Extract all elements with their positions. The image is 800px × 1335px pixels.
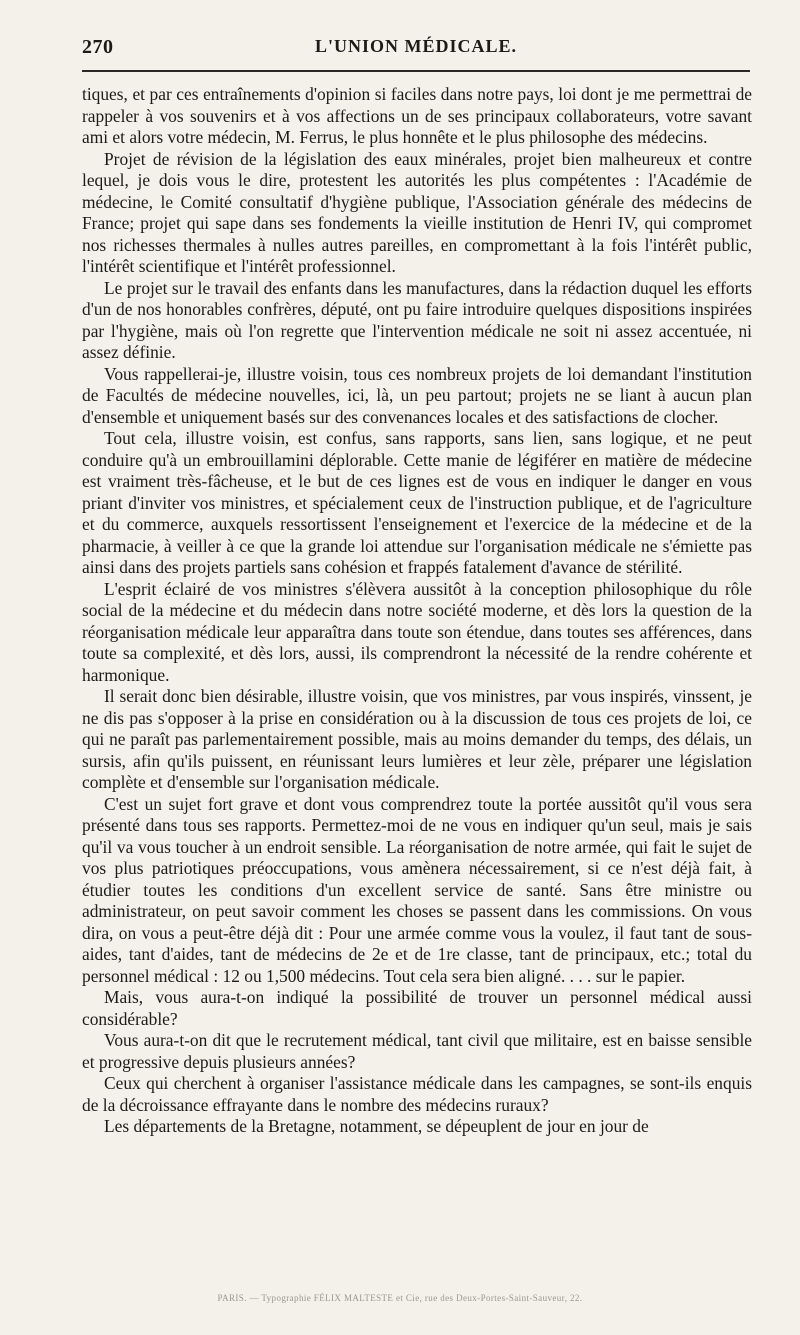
paragraph: Les départements de la Bretagne, notamment, se dépeuplent de jour en jour de xyxy=(104,1116,649,1136)
paragraph: C'est un sujet fort grave et dont vous comprendrez toute la portée aussitôt qu'il vous sera présenté dans tous ses rapports. Permettez-moi de ne vous en indiquer qu'un seul, mais je sais qu'il va vous toucher à un endroit sensible. La réorganisation de notre armée, qui fait le sujet de vos plus patriotiques préoccupations, vous amènera nécessairement, si ce n'est déjà fait, à étudier toutes les conditions d'un excellent service de santé. Sans être ministre ou administrateur, on peut savoir comment les choses se passent dans les commissions. On vous dira, on vous a peut-être déjà dit : Pour une armée comme vous la voulez, il faut tant de sous-aides, tant d'aides, tant de médecins de 2e et de 1re classe, tant de principaux, etc.; total du personnel médical : 12 ou 1,500 médecins. Tout cela sera bien aligné. . . . sur le papier. xyxy=(82,793,752,986)
paragraph: Le projet sur le travail des enfants dans les manufactures, dans la rédaction duquel les efforts d'un de nos honorables confrères, député, ont pu faire introduire quelques dispositions inspirées par l'hygiène, mais où l'on regrette que l'intervention médicale ne soit ni assez accentuée, ni assez définie. xyxy=(82,277,752,362)
page-header xyxy=(82,34,750,62)
paragraph: Mais, vous aura-t-on indiqué la possibilité de trouver un personnel médical aussi considérable? xyxy=(82,987,752,1029)
page-number: 270 xyxy=(82,36,114,58)
paragraph: Vous rappellerai-je, illustre voisin, tous ces nombreux projets de loi demandant l'institution de Facultés de médecine nouvelles, ici, là, un peu partout; projets ne se liant à aucun plan d'ensemble et uniquement basés sur des convenances locales et des satisfactions de clocher. xyxy=(82,363,752,427)
paragraph: Projet de révision de la législation des eaux minérales, projet bien malheureux et contre lequel, je dois vous le dire, protestent les autorités les plus compétentes : l'Académie de médecine, le Comité consultatif d'hygiène publique, l'Association générale des médecins de France; projet qui sape dans ses fondements la vieille institution de Henri IV, qui compromet nos richesses thermales à nulles autres pareilles, en compromettant à la fois l'intérêt public, l'intérêt scientifique et l'intérêt professionnel. xyxy=(82,148,752,276)
header-rule xyxy=(82,70,750,72)
running-head: L'UNION MÉDICALE. xyxy=(314,36,518,56)
paragraph: tiques, et par ces entraînements d'opinion si faciles dans notre pays, loi dont je me permettrai de rappeler à vos souvenirs et à vos affections un de ses principaux collaborateurs, votre savant ami et alors votre médecin, M. Ferrus, le plus honnête et le plus philosophe des médecins. xyxy=(82,84,752,147)
body-text xyxy=(82,84,752,1138)
paragraph: L'esprit éclairé de vos ministres s'élèvera aussitôt à la conception philosophique du rôle social de la médecine et du médecin dans notre société moderne, et dès lors la question de la réorganisation médicale leur apparaîtra dans toute son étendue, dans toutes ses afférences, dans toute sa complexité, et dès lors, aussi, ils comprendront la nécessité de la rendre cohérente et harmonique. xyxy=(82,578,752,685)
paragraph: Tout cela, illustre voisin, est confus, sans rapports, sans lien, sans logique, et ne peut conduire qu'à un embrouillamini déplorable. Cette manie de légiférer en matière de médecine est vraiment très-fâcheuse, et le but de ces lignes est de vous en indiquer le danger en vous priant d'inviter vos ministres, et spécialement ceux de l'instruction publique, et de l'agriculture et du commerce, auxquels ressortissent l'enseignement et l'exercice de la médecine et de la pharmacie, à veiller à ce que la grande loi attendue sur l'organisation médicale ne s'émiette pas ainsi dans des projets partiels sans cohésion et frappés fatalement d'avance de stérilité. xyxy=(82,428,752,577)
paragraph: Il serait donc bien désirable, illustre voisin, que vos ministres, par vous inspirés, vinssent, je ne dis pas s'opposer à la prise en considération ou à la discussion de tous ces projets de loi, ce qui ne paraît pas parlementairement possible, mais au moins demander du temps, des délais, un sursis, afin qu'ils puissent, en réunissant leurs lumières et leur zèle, préparer une législation complète et d'ensemble sur l'organisation médicale. xyxy=(82,686,752,792)
paragraph: Vous aura-t-on dit que le recrutement médical, tant civil que militaire, est en baisse sensible et progressive depuis plusieurs années? xyxy=(82,1030,752,1072)
paragraph: Ceux qui cherchent à organiser l'assistance médicale dans les campagnes, se sont-ils enquis de la décroissance effrayante dans le nombre des médecins ruraux? xyxy=(82,1073,752,1115)
printer-footer: PARIS. — Typographie FÉLIX MALTESTE et Cie, rue des Deux-Portes-Saint-Sauveur, 22. xyxy=(217,1293,583,1303)
